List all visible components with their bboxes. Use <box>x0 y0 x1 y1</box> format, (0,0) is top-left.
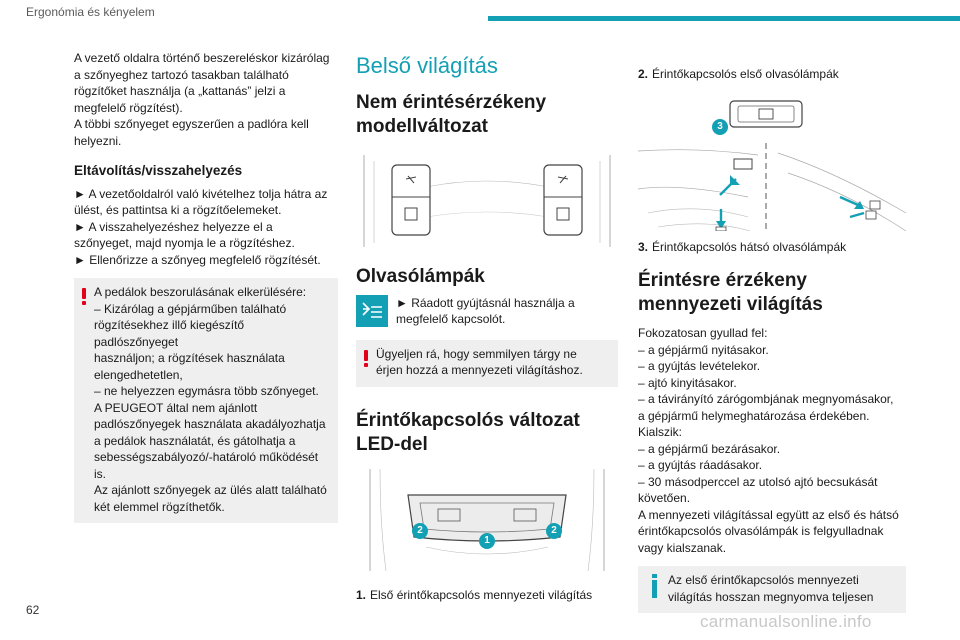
warning-icon <box>82 288 86 302</box>
text-line: világítás hosszan megnyomva teljesen <box>668 589 874 604</box>
text-line: – a távirányító zárógombjának megnyomásakor, <box>638 392 894 406</box>
text-line: Érintőkapcsolós változat <box>356 409 580 431</box>
info-icon <box>652 574 657 596</box>
text-line: Az ajánlott szőnyegek az ülés alatt található <box>94 483 327 497</box>
text-line: rögzítésekhez illő kiegészítő padlószőnyeget <box>94 318 245 349</box>
callout-3: 3 <box>712 119 728 135</box>
text-line: ► Ráadott gyújtásnál használja a <box>396 295 575 310</box>
caption-text: Érintőkapcsolós hátsó olvasólámpák <box>652 239 847 254</box>
reading-lamps-heading: Olvasólámpák <box>356 265 485 287</box>
text-line: modellváltozat <box>356 115 488 137</box>
text-line: A többi szőnyeget egyszerűen a padlóra kell <box>74 117 309 131</box>
text-line: ► A vezetőoldalról való kivételhez tolja hátra az <box>74 186 328 201</box>
text-line: a pedálok használatát, és gátolhatja a <box>94 433 296 448</box>
text-line: Ügyeljen rá, hogy semmilyen tárgy ne <box>376 346 577 361</box>
text-line: megfelelő rögzítést). <box>74 100 183 115</box>
text-line: követően. <box>638 491 691 505</box>
front-rear-reading-lamps-drawing <box>638 93 906 231</box>
text-line: – a gyújtás ráadásakor. <box>638 458 763 472</box>
text-line: a szőnyeghez tartozó tasakban található <box>74 67 289 82</box>
floor-mat-intro <box>74 50 338 149</box>
reading-lamps-illustration <box>638 93 906 231</box>
callout-2-left: 2 <box>412 523 428 539</box>
text-line: helyezni. <box>74 133 122 148</box>
text-line: megfelelő kapcsolót. <box>396 312 506 326</box>
callout-1: 1 <box>479 533 495 549</box>
text-line: mennyezeti világítás <box>638 294 823 315</box>
lamp-switches-drawing <box>356 147 618 251</box>
front-ceiling-light-drawing <box>356 465 618 573</box>
touch-led-illustration <box>356 465 618 573</box>
text-line: Nem érintésérzékeny <box>356 91 547 113</box>
caption-text: Első érintőkapcsolós mennyezeti világítás <box>370 587 593 602</box>
text-line: A pedálok beszorulásának elkerülésére: <box>94 285 307 299</box>
text-line: – 30 másodperccel az utolsó ajtó becsukását <box>638 474 878 489</box>
caption-number: 3. <box>638 239 649 254</box>
watermark: carmanualsonline.info <box>700 612 872 631</box>
text-line: ülést, és pattintsa ki a rögzítőelemeket. <box>74 203 282 217</box>
callout-2-right: 2 <box>546 523 562 539</box>
touch-led-heading <box>356 409 618 457</box>
text-line: – Kizárólag a gépjárműben található <box>94 301 287 316</box>
text-line: Fokozatosan gyullad fel: <box>638 326 768 340</box>
column-3 <box>638 66 906 613</box>
text-line: – a gyújtás levételekor. <box>638 359 761 373</box>
removal-heading: Eltávolítás/visszahelyezés <box>74 163 243 178</box>
text-line: vagy kialszanak. <box>638 540 727 555</box>
text-line: érjen hozzá a mennyezeti világításhoz. <box>376 363 583 377</box>
header-accent-bar <box>488 16 960 21</box>
page-number: 62 <box>26 603 40 617</box>
text-line: Kialszik: <box>638 425 683 439</box>
text-line: két elemmel rögzíthetők. <box>94 499 225 514</box>
caption-1 <box>356 587 618 604</box>
caption-number: 1. <box>356 587 367 602</box>
text-line: használjon; a rögzítések használata <box>94 351 285 365</box>
text-line: – a gépjármű bezárásakor. <box>638 441 781 456</box>
reading-lamp-instruction <box>356 295 618 328</box>
text-line: A vezető oldalra történő beszereléskor kizárólag <box>74 51 330 65</box>
text-line: – ajtó kinyitásakor. <box>638 375 737 390</box>
pedal-warning-box <box>74 278 338 523</box>
text-line: szőnyeget, majd nyomja le a rögzítéshez. <box>74 236 295 250</box>
text-line: – ne helyezzen egymásra több szőnyeget. <box>94 384 319 398</box>
text-line: padlószőnyegek használata akadályozhatja <box>94 417 326 431</box>
ceiling-light-warning-box <box>356 340 618 387</box>
page-header-title: Ergonómia és kényelem <box>26 5 155 19</box>
text-line: Érintésre érzékeny <box>638 270 807 291</box>
text-line: – a gépjármű nyitásakor. <box>638 342 769 357</box>
removal-steps <box>74 186 338 269</box>
text-line: A mennyezeti világítással együtt az első és hátsó <box>638 507 899 522</box>
non-touch-heading <box>356 91 618 139</box>
text-line: Az első érintőkapcsolós mennyezeti <box>668 573 859 587</box>
caption-3 <box>638 239 906 256</box>
reading-lamp-icon <box>356 295 388 327</box>
text-line: érintőkapcsolós olvasólámpák is felgyulladnak <box>638 524 884 538</box>
ceiling-light-body <box>638 325 906 556</box>
non-touch-lamp-illustration <box>356 147 618 251</box>
text-line: rögzítőket használja (a „kattanás” jelzi a <box>74 84 286 98</box>
touch-ceiling-heading <box>638 269 906 317</box>
text-line: elengedhetetlen, <box>94 367 183 382</box>
ceiling-light-info-box <box>638 566 906 613</box>
text-line: LED-del <box>356 433 428 455</box>
text-line: a gépjármű helymeghatározása érdekében. <box>638 408 870 423</box>
caption-number: 2. <box>638 67 649 81</box>
caption-text: Érintőkapcsolós első olvasólámpák <box>652 67 839 81</box>
column-2 <box>356 54 618 603</box>
interior-lighting-title: Belső világítás <box>356 53 498 78</box>
text-line: ► Ellenőrizze a szőnyeg megfelelő rögzítését. <box>74 252 321 267</box>
warning-icon <box>364 350 368 364</box>
text-line: ► A visszahelyezéshez helyezze el a <box>74 219 273 234</box>
column-1 <box>74 50 338 523</box>
text-line: A PEUGEOT által nem ajánlott <box>94 400 258 415</box>
text-line: sebességszabályozó/-határoló működését is. <box>94 450 319 481</box>
caption-2 <box>638 66 906 83</box>
